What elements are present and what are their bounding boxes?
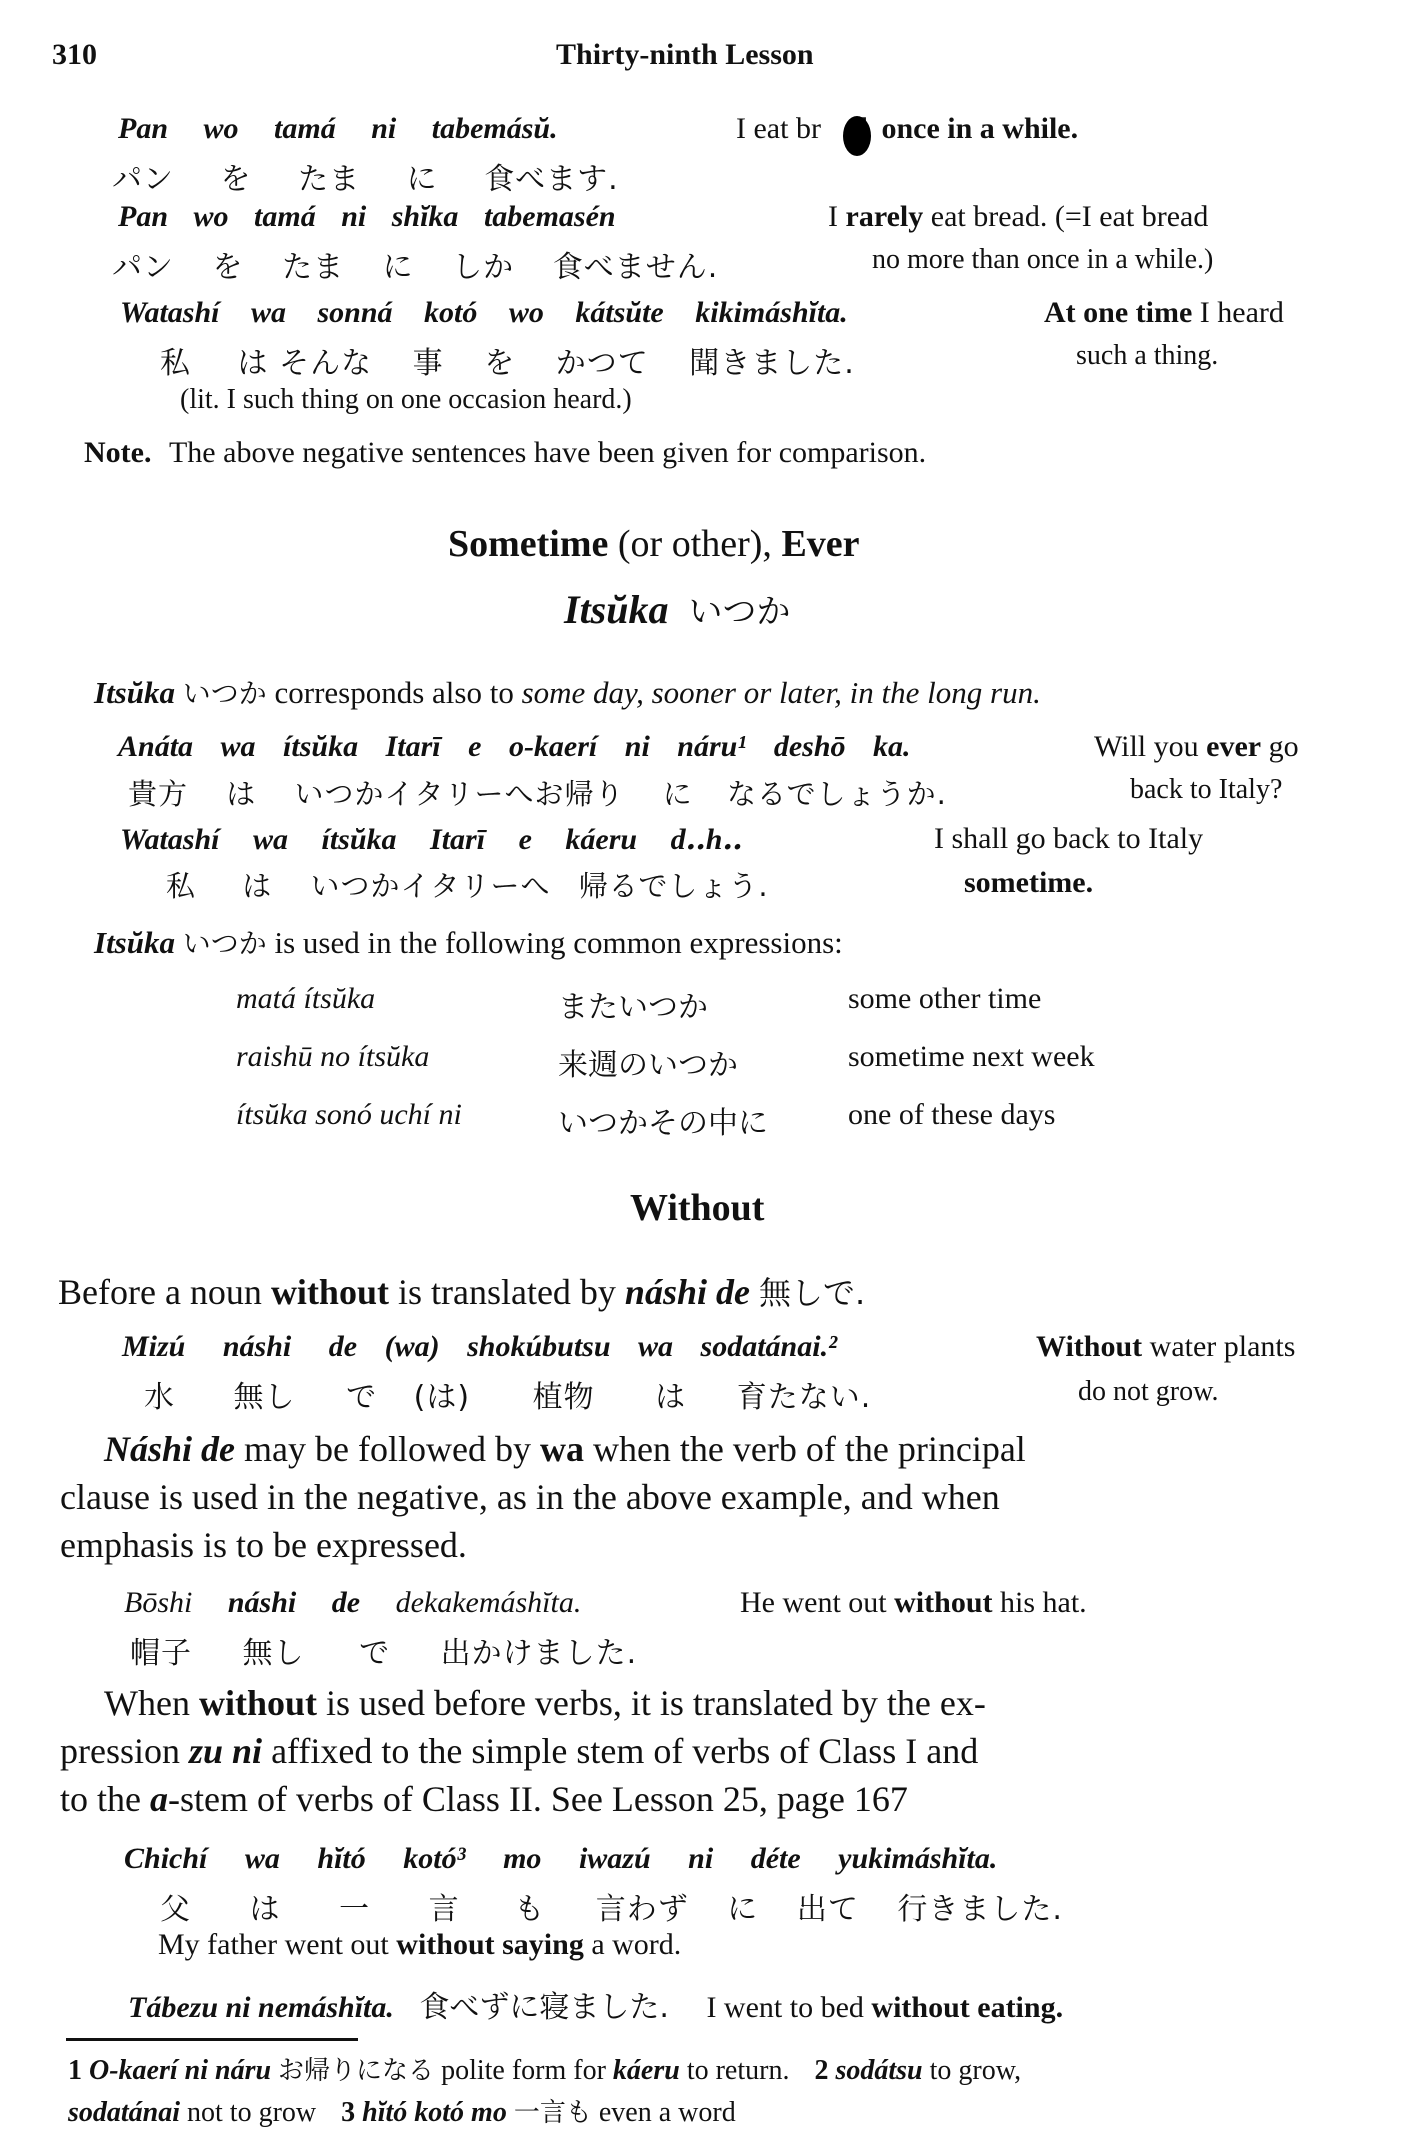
note-text: The above negative sentences have been given for comparison. [168,436,927,469]
ex8-english: My father went out without saying a word. [158,1928,682,1961]
ex4-english-line2: back to Italy? [1130,774,1283,805]
ex7-english: He went out without his hat. [740,1586,1087,1619]
section-heading-sometime: Sometime (or other), Ever [448,523,860,565]
expressions-intro: Itsŭka いつか is used in the following common expressions: [94,925,843,960]
ex3-japanese: 私 は そんな 事 を かつて 聞きました. [160,346,855,381]
expression-romaji: ítsŭka sonó uchí ni [236,1098,462,1131]
expression-romaji: raishū no ítsŭka [236,1040,430,1073]
ex7-japanese: 帽子 無し で 出かけました. [130,1636,638,1671]
ink-blot [843,116,871,156]
ex4-japanese: 貴方 は いつかイタリーへお帰り に なるでしょうか. [128,777,947,811]
ex2-english: I rarely eat bread. (=I eat bread [828,200,1209,233]
ex9: Tábezu ni nemáshĭta. 食べずに寝ました. I went to bed without eating. [128,1990,1064,2025]
ex3-english: At one time I heard [1044,296,1284,329]
footnote-line-2: sodatánai not to grow 3 hĭtó kotó mo 一言も even a word [68,2097,736,2128]
without-paragraph-3-line1: When without is used before verbs, it is translated by the ex- [104,1683,986,1723]
ex8-japanese: 父 は 一 言 も 言わず に 出て 行きました. [160,1892,1063,1927]
ex5-english-line2: sometime. [964,866,1094,899]
ex1-japanese: パン を たま に 食べます. [112,162,619,197]
expression-english: sometime next week [848,1040,1095,1073]
footnote-line-1: 1 O-kaerí ni náru お帰りになる polite form for káeru to return. 2 sodátsu to grow, [68,2055,1022,2086]
without-paragraph-1: Before a noun without is translated by náshi de 無しで. [58,1272,866,1312]
ex4-english: Will you ever go [1094,730,1299,763]
ex8-romaji: Chichí wa hĭtó kotó³ mo iwazú ni déte yukimáshĭta. [124,1842,998,1875]
ex2-english-line2: no more than once in a while.) [872,244,1214,275]
expression-english: one of these days [848,1098,1056,1131]
without-paragraph-2-line1: Náshi de may be followed by wa when the verb of the principal [104,1429,1026,1469]
ex5-japanese: 私 は いつかイタリーへ 帰るでしょう. [166,869,769,903]
footnote-rule [66,2038,358,2041]
ex5-romaji: Watashí wa ítsŭka Itarī e káeru d‥h‥ [120,823,743,856]
note-label: Note. [84,436,152,469]
ex3-literal: (lit. I such thing on one occasion heard.) [180,384,632,415]
ex2-romaji: Pan wo tamá ni shĭka tabemasén [118,200,616,233]
section-heading-without: Without [630,1187,765,1229]
ex6-romaji: Mizú náshi de (wa) shokúbutsu wa sodatánai.² [122,1330,838,1363]
expression-japanese: またいつか [558,990,708,1025]
ex2-japanese: パン を たま に しか 食べません. [112,250,719,285]
section-subheading-itsuka: Itsŭka いつか [564,587,791,632]
ex6-english: Without water plants [1036,1330,1296,1363]
without-paragraph-3-line3: to the a-stem of verbs of Class II. See Lesson 25, page 167 [60,1779,908,1819]
ex1-romaji: Pan wo tamá ni tabemásŭ. [118,112,558,145]
expression-romaji: matá ítsŭka [236,982,376,1015]
expression-english: some other time [848,982,1042,1015]
page-number: 310 [52,38,97,71]
ex6-japanese: 水 無し で (は) 植物 は 育たない. [144,1380,872,1415]
ex7-romaji: Bōshi náshi de dekakemáshĭta. [124,1586,582,1619]
ex5-english: I shall go back to Italy [934,822,1204,855]
note [84,436,926,470]
without-paragraph-2-line2: clause is used in the negative, as in the above example, and when [60,1477,1000,1517]
running-title: Thirty-ninth Lesson [556,38,814,71]
expression-japanese: いつかその中に [558,1106,768,1141]
expression-japanese: 来週のいつか [558,1048,738,1083]
ex6-english-line2: do not grow. [1078,1376,1219,1407]
ex4-romaji: Anáta wa ítsŭka Itarī e o-kaerí ni náru¹ deshō ka. [118,730,911,763]
without-paragraph-2-line3: emphasis is to be expressed. [60,1525,467,1565]
without-paragraph-3-line2: pression zu ni affixed to the simple stem of verbs of Class I and [60,1731,979,1771]
ex3-english-line2: such a thing. [1076,340,1219,371]
ex1-english: I eat br once in a while. [736,112,1079,145]
itsuka-intro: Itsŭka いつか corresponds also to some day, sooner or later, in the long run. [94,675,1041,710]
ex3-romaji: Watashí wa sonná kotó wo kátsŭte kikimáshĭta. [120,296,848,329]
